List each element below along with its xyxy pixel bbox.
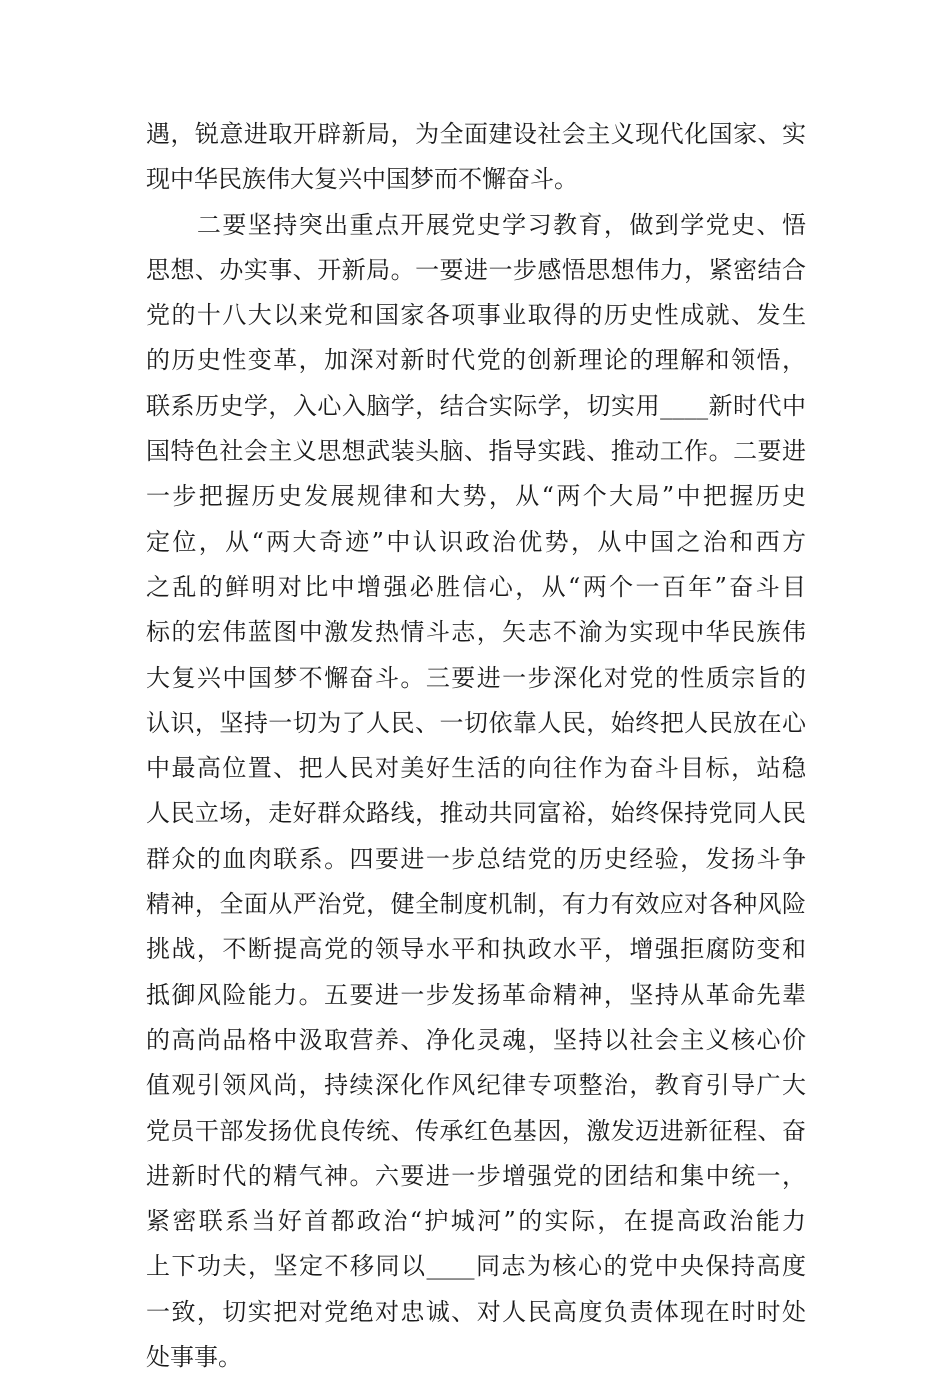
text-line: 二要坚持突出重点开展党史学习教育，做到学党史、悟 xyxy=(146,210,806,239)
text-line: 的高尚品格中汲取营养、净化灵魂，坚持以社会主义核心价 xyxy=(146,1025,806,1054)
text-line: 上下功夫，坚定不移同以____同志为核心的党中央保持高度 xyxy=(146,1252,806,1281)
text-line: 精神，全面从严治党，健全制度机制，有力有效应对各种风险 xyxy=(146,890,806,919)
text-line: 进新时代的精气神。六要进一步增强党的团结和集中统一， xyxy=(146,1161,806,1190)
text-line: 人民立场，走好群众路线，推动共同富裕，始终保持党同人民 xyxy=(146,799,806,828)
text-line: 党的十八大以来党和国家各项事业取得的历史性成就、发生 xyxy=(146,301,806,330)
text-line: 处事事。 xyxy=(146,1343,242,1372)
text-line: 抵御风险能力。五要进一步发扬革命精神，坚持从革命先辈 xyxy=(146,980,806,1009)
text-line: 认识，坚持一切为了人民、一切依靠人民，始终把人民放在心 xyxy=(146,708,806,737)
text-line: 遇，锐意进取开辟新局，为全面建设社会主义现代化国家、实 xyxy=(146,120,806,148)
text-line: 之乱的鲜明对比中增强必胜信心，从“两个一百年”奋斗目 xyxy=(146,572,806,601)
text-line: 中最高位置、把人民对美好生活的向往作为奋斗目标，站稳 xyxy=(146,754,806,783)
body-text xyxy=(146,112,806,1380)
text-line: 紧密联系当好首都政治“护城河”的实际，在提高政治能力 xyxy=(146,1207,806,1236)
text-line: 思想、办实事、开新局。一要进一步感悟思想伟力，紧密结合 xyxy=(146,255,806,284)
text-line: 值观引领风尚，持续深化作风纪律专项整治，教育引导广大 xyxy=(146,1071,806,1100)
text-line: 一步把握历史发展规律和大势，从“两个大局”中把握历史 xyxy=(146,482,806,511)
text-line: 大复兴中国梦不懈奋斗。三要进一步深化对党的性质宗旨的 xyxy=(146,663,806,692)
text-line: 标的宏伟蓝图中激发热情斗志，矢志不渝为实现中华民族伟 xyxy=(146,618,806,647)
text-line: 联系历史学，入心入脑学，结合实际学，切实用____新时代中 xyxy=(146,391,806,420)
text-line: 群众的血肉联系。四要进一步总结党的历史经验，发扬斗争 xyxy=(146,844,806,873)
text-line: 党员干部发扬优良传统、传承红色基因，激发迈进新征程、奋 xyxy=(146,1116,806,1145)
text-line: 国特色社会主义思想武装头脑、指导实践、推动工作。二要进 xyxy=(146,437,806,466)
text-line: 定位，从“两大奇迹”中认识政治优势，从中国之治和西方 xyxy=(146,527,806,556)
text-line: 一致，切实把对党绝对忠诚、对人民高度负责体现在时时处 xyxy=(146,1297,806,1326)
text-line: 挑战，不断提高党的领导水平和执政水平，增强拒腐防变和 xyxy=(146,935,806,964)
text-line: 的历史性变革，加深对新时代党的创新理论的理解和领悟， xyxy=(146,346,806,375)
text-line: 现中华民族伟大复兴中国梦而不懈奋斗。 xyxy=(146,165,578,194)
